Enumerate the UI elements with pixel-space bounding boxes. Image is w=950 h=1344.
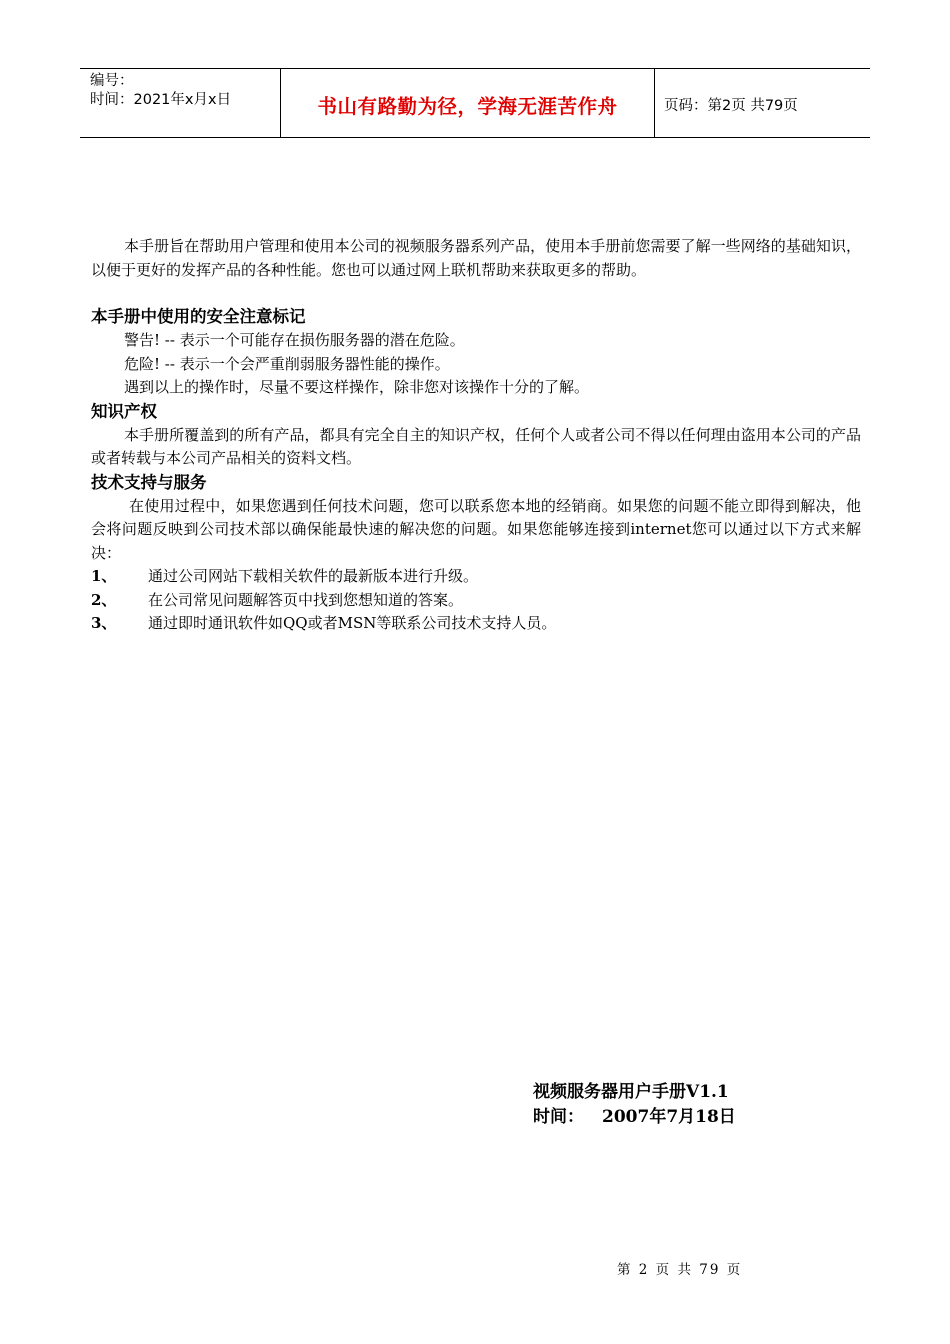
page-footer: 第 2 页 共 79 页 [617, 1262, 743, 1278]
danger-label: 危险! [124, 354, 161, 373]
list-text: 通过即时通讯软件如QQ或者MSN等联系公司技术支持人员。 [148, 614, 557, 632]
manual-date [533, 1105, 736, 1130]
safety-heading: 本手册中使用的安全注意标记 [91, 307, 306, 326]
danger-note [91, 353, 861, 377]
date-value: 2007年7月18日 [602, 1107, 736, 1127]
list-item [91, 612, 861, 636]
header-motto: 书山有路勤为径，学海无涯苦作舟 [281, 69, 655, 137]
ip-paragraph: 本手册所覆盖到的所有产品，都具有完全自主的知识产权，任何个人或者公司不得以任何理由盗用本公司的产品或者转载与本公司产品相关的资料文档。 [91, 425, 861, 467]
list-number: 2、 [91, 590, 117, 609]
document-body [91, 235, 861, 636]
header-time-line: 时间：2021年x月x日 [90, 92, 232, 108]
date-label: 时间： [533, 1107, 584, 1127]
manual-title: 视频服务器用户手册V1.1 [533, 1082, 729, 1102]
list-number: 3、 [91, 614, 117, 632]
list-text: 在公司常见问题解答页中找到您想知道的答案。 [148, 590, 464, 609]
header-meta-cell [80, 69, 281, 137]
support-paragraph: 在使用过程中，如果您遇到任何技术问题，您可以联系您本地的经销商。如果您的问题不能立即得到解决，他会将问题反映到公司技术部以确保能最快速的解决您的问题。如果您能够连接到internet您可以通过以下方式来解决： [91, 496, 861, 562]
signature-block [533, 1080, 736, 1130]
header-number-label: 编号： [90, 73, 134, 89]
list-item [91, 565, 861, 589]
warning-label: 警告! [124, 331, 161, 349]
intro-paragraph: 本手册旨在帮助用户管理和使用本公司的视频服务器系列产品，使用本手册前您需要了解一些网络的基础知识，以便于更好的发挥产品的各种性能。您也可以通过网上联机帮助来获取更多的帮助。 [91, 237, 861, 279]
header-page-code: 页码：第2页 共79页 [664, 97, 798, 114]
support-heading: 技术支持与服务 [91, 472, 207, 492]
warning-text: -- 表示一个可能存在损伤服务器的潜在危险。 [160, 331, 465, 349]
list-number: 1、 [91, 567, 117, 585]
safety-advice: 遇到以上的操作时，尽量不要这样操作，除非您对该操作十分的了解。 [124, 378, 590, 396]
list-text: 通过公司网站下载相关软件的最新版本进行升级。 [148, 567, 479, 585]
danger-text: -- 表示一个会严重削弱服务器性能的操作。 [160, 354, 450, 373]
list-item [91, 589, 861, 613]
ip-heading: 知识产权 [91, 401, 157, 421]
page-header [80, 68, 870, 138]
warning-note [91, 329, 861, 353]
